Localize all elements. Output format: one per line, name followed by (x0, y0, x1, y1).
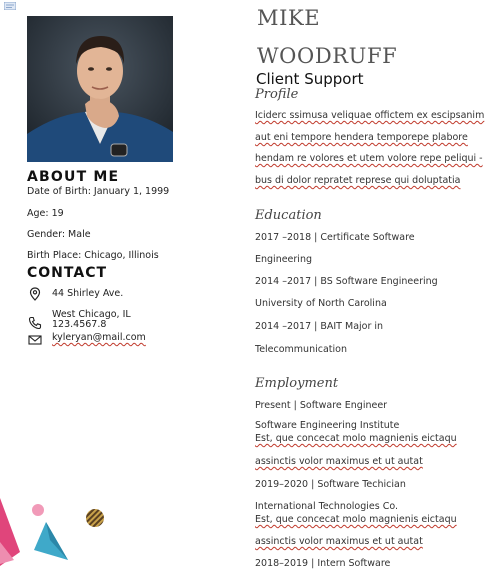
age: Age: 19 (27, 208, 64, 219)
first-name: MIKE (257, 6, 321, 30)
education-line: Telecommunication (255, 344, 347, 355)
city: West Chicago, IL (52, 309, 131, 320)
employment-line: International Technologies Co. (255, 501, 398, 512)
about-me-heading: ABOUT ME (27, 169, 120, 185)
birth-place: Birth Place: Chicago, Illinois (27, 250, 159, 261)
gender: Gender: Male (27, 229, 91, 240)
phone-icon (28, 316, 42, 330)
employment-line: Software Engineering Institute (255, 420, 400, 431)
street-address: 44 Shirley Ave. (52, 288, 124, 299)
decorative-shapes (0, 480, 120, 575)
profile-heading: Profile (255, 87, 299, 102)
education-line: 2017 –2018 | Certificate Software (255, 232, 415, 243)
employment-line: assinctis volor maximus et ut autat (255, 456, 423, 467)
email-link[interactable]: kyleryan@mail.com (52, 332, 146, 343)
pink-dot-shape (32, 504, 44, 516)
profile-line: aut eni tempore hendera temporepe plabore (255, 132, 468, 143)
last-name: WOODRUFF (257, 44, 398, 68)
date-of-birth: Date of Birth: January 1, 1999 (27, 186, 170, 197)
employment-line: assinctis volor maximus et ut autat (255, 536, 423, 547)
profile-line: Iciderc ssimusa veliquae offictem ex escipsanim (255, 110, 485, 121)
location-pin-icon (28, 287, 42, 301)
employment-line: Est, que concecat molo magnienis eictaqu (255, 433, 457, 444)
striped-circle-shape (86, 509, 104, 527)
contact-heading: CONTACT (27, 265, 108, 281)
mail-icon (28, 333, 42, 347)
education-line: 2014 –2017 | BAIT Major in (255, 321, 384, 332)
employment-line: Est, que concecat molo magnienis eictaqu (255, 514, 457, 525)
education-line: University of North Carolina (255, 298, 387, 309)
employment-heading: Employment (255, 376, 339, 391)
profile-line: hendam re volores et utem volore repe peliqui - (255, 153, 483, 164)
profile-photo (27, 16, 173, 162)
employment-line: 2019–2020 | Software Techician (255, 479, 406, 490)
job-role: Client Support (256, 70, 364, 88)
education-line: Engineering (255, 254, 312, 265)
document-icon (4, 2, 16, 10)
education-heading: Education (255, 208, 322, 223)
phone-number: 123.4567.8 (52, 319, 107, 330)
employment-line: Present | Software Engineer (255, 400, 388, 411)
education-line: 2014 –2017 | BS Software Engineering (255, 276, 438, 287)
employment-line: 2018–2019 | Intern Software (255, 558, 391, 569)
profile-line: bus di dolor repratet represe qui doluptatia (255, 175, 461, 186)
